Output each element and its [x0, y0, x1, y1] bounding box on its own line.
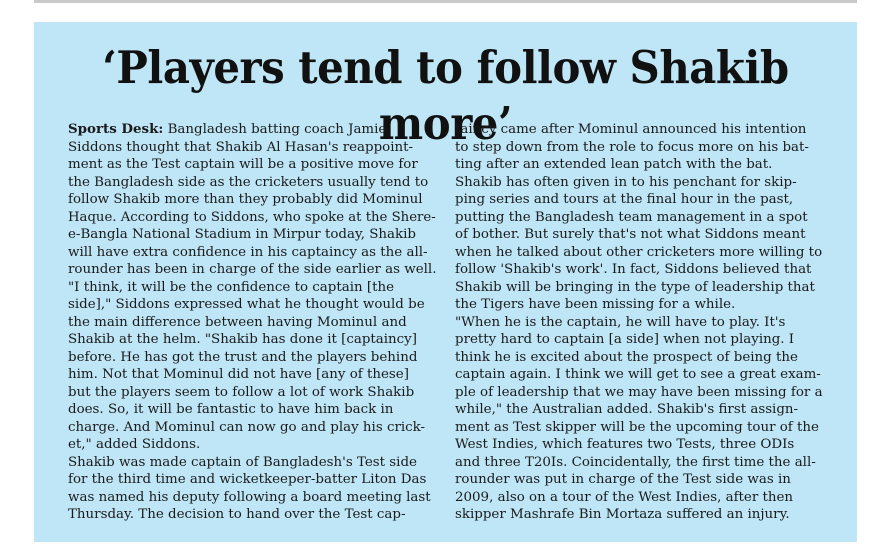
article-line: follow Shakib more than they probably did Mominul: [68, 192, 423, 207]
article-line: to step down from the role to focus more on his bat-: [455, 139, 809, 155]
article-line: follow 'Shakib's work'. In fact, Siddons believed that: [455, 262, 812, 277]
article-line: Shakib has often given in to his penchant for skip-: [455, 174, 797, 190]
article-line: Siddons thought that Shakib Al Hasan's reappoint-: [68, 139, 414, 155]
article-line: et," added Siddons.: [68, 437, 201, 452]
article-line: when he talked about other cricketers more willing to: [455, 244, 823, 260]
article-column-left: [68, 121, 436, 524]
article-line: him. Not that Mominul did not have [any of these]: [68, 367, 409, 382]
article-line: "When he is the captain, he will have to play. It's: [455, 314, 786, 330]
article-line: but the players seem to follow a lot of work Shakib: [68, 384, 415, 400]
article-line: captain again. I think we will get to see a great exam-: [455, 367, 821, 382]
top-divider: [34, 0, 857, 3]
article-line: rounder was put in charge of the Test side was in: [455, 472, 791, 487]
article-line: rounder has been in charge of the side earlier as well.: [68, 262, 437, 277]
article-line: skipper Mashrafe Bin Mortaza suffered an injury.: [455, 507, 790, 522]
article-line: was named his deputy following a board meeting last: [68, 489, 431, 505]
article-line: and three T20Is. Coincidentally, the first time the all-: [455, 454, 816, 470]
article-column-right: [455, 121, 823, 524]
article-line: ping series and tours at the final hour in the past,: [455, 192, 794, 207]
article-line: pretty hard to captain [a side] when not playing. I: [455, 332, 795, 347]
article-line: before. He has got the trust and the players behind: [68, 349, 418, 365]
article-line: ment as Test skipper will be the upcoming tour of the: [455, 419, 819, 435]
article-line: will have extra confidence in his captaincy as the all-: [68, 244, 428, 260]
article-line: taincy came after Mominul announced his intention: [455, 122, 807, 137]
article-line: "I think, it will be the confidence to captain [the: [68, 279, 395, 295]
article-line: the Bangladesh side as the cricketers usually tend to: [68, 174, 429, 190]
article-line: ting after an extended lean patch with the bat.: [455, 157, 773, 172]
article-line: 2009, also on a tour of the West Indies, after then: [455, 489, 794, 505]
article-panel: [34, 22, 857, 542]
article-line-text: Bangladesh batting coach Jamie: [163, 122, 387, 137]
article-line: Shakib at the helm. "Shakib has done it [captaincy]: [68, 332, 417, 347]
article-line: think he is excited about the prospect of being the: [455, 349, 798, 365]
article-line: the Tigers have been missing for a while.: [455, 297, 736, 312]
article-line: does. So, it will be fantastic to have him back in: [68, 402, 394, 417]
article-line: the main difference between having Mominul and: [68, 314, 407, 330]
article-line: Shakib was made captain of Bangladesh's Test side: [68, 454, 417, 470]
article-line: Shakib will be bringing in the type of leadership that: [455, 279, 815, 295]
article-line: ment as the Test captain will be a positive move for: [68, 157, 418, 172]
article-line: for the third time and wicketkeeper-batter Liton Das: [68, 472, 427, 487]
article-line: charge. And Mominul can now go and play his crick-: [68, 419, 426, 435]
article-line: e-Bangla National Stadium in Mirpur today, Shakib: [68, 227, 416, 242]
article-line: [68, 121, 436, 139]
article-line: Haque. According to Siddons, who spoke at the Shere-: [68, 209, 436, 225]
article-line: while," the Australian added. Shakib's first assign-: [455, 402, 799, 417]
article-headline: ‘Players tend to follow Shakib more’: [102, 41, 789, 150]
byline: Sports Desk:: [68, 121, 164, 137]
article-line: of bother. But surely that's not what Siddons meant: [455, 227, 806, 242]
article-line: West Indies, which features two Tests, three ODIs: [455, 437, 795, 452]
article-line: putting the Bangladesh team management in a spot: [455, 209, 808, 225]
article-line: Thursday. The decision to hand over the Test cap-: [68, 507, 406, 522]
article-line: ple of leadership that we may have been missing for a: [455, 384, 823, 400]
article-line: side]," Siddons expressed what he thought would be: [68, 297, 425, 312]
